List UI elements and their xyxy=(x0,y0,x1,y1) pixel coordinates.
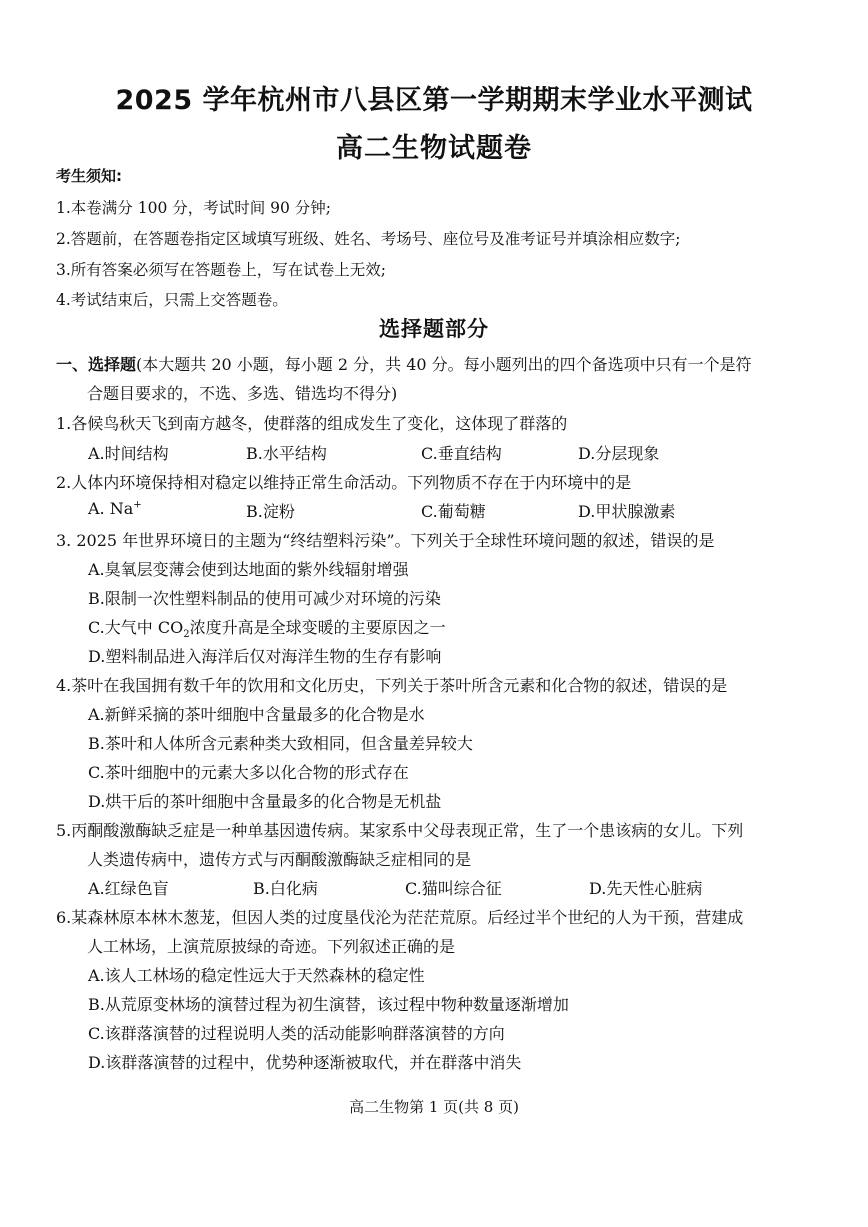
option-a: A.该人工林场的稳定性远大于天然森林的稳定性 xyxy=(88,966,425,985)
question-stem: 1.各候鸟秋天飞到南方越冬，使群落的组成发生了变化，这体现了群落的 xyxy=(56,414,568,433)
section-intro xyxy=(56,352,752,375)
section-intro-line2: 合题目要求的，不选、多选、错选均不得分) xyxy=(87,384,398,403)
option-d: D.烘干后的茶叶细胞中含量最多的化合物是无机盐 xyxy=(88,792,442,811)
section-title: 选择题部分 xyxy=(379,317,489,341)
option-b: B.水平结构 xyxy=(246,444,327,463)
option-a: A.红绿色盲 xyxy=(88,879,169,898)
option-c: C.该群落演替的过程说明人类的活动能影响群落演替的方向 xyxy=(88,1024,505,1043)
question-stem: 4.茶叶在我国拥有数千年的饮用和文化历史，下列关于茶叶所含元素和化合物的叙述，错误的是 xyxy=(56,676,728,695)
option-a: A.臭氧层变薄会使到达地面的紫外线辐射增强 xyxy=(88,560,409,579)
superscript: + xyxy=(133,499,142,511)
option-c: C.猫叫综合征 xyxy=(405,879,502,898)
option-d: D.塑料制品进入海洋后仅对海洋生物的生存有影响 xyxy=(88,647,442,666)
section-intro-label: 一、选择题 xyxy=(56,355,137,374)
notice-heading: 考生须知: xyxy=(56,167,122,185)
question-stem-cont: 人工林场，上演荒原披绿的奇迹。下列叙述正确的是 xyxy=(87,937,456,956)
page-subtitle: 高二生物试题卷 xyxy=(336,133,532,164)
subscript: 2 xyxy=(183,629,190,641)
section-intro-text: (本大题共 20 小题，每小题 2 分，共 40 分。每小题列出的四个备选项中只有一个是符 xyxy=(136,355,752,374)
option-a: A.新鲜采摘的茶叶细胞中含量最多的化合物是水 xyxy=(88,705,425,724)
question-stem: 5.丙酮酸激酶缺乏症是一种单基因遗传病。某家系中父母表现正常，生了一个患该病的女儿。下列 xyxy=(56,821,744,840)
option-b: B.茶叶和人体所含元素种类大致相同，但含量差异较大 xyxy=(88,734,473,753)
notice-item: 2.答题前，在答题卷指定区域填写班级、姓名、考场号、座位号及准考证号并填涂相应数字; xyxy=(56,230,681,248)
option-a xyxy=(88,499,142,518)
option-d: D.该群落演替的过程中，优势种逐渐被取代，并在群落中消失 xyxy=(88,1053,522,1072)
notice-item: 1.本卷满分 100 分，考试时间 90 分钟; xyxy=(56,199,332,217)
question-stem-cont: 人类遗传病中，遗传方式与丙酮酸激酶缺乏症相同的是 xyxy=(87,850,472,869)
question-stem: 6.某森林原本林木葱茏，但因人类的过度垦伐沦为茫茫荒原。后经过半个世纪的人为干预，营建成 xyxy=(56,908,744,927)
option-c: C.茶叶细胞中的元素大多以化合物的形式存在 xyxy=(88,763,409,782)
page-title: 2025 学年杭州市八县区第一学期期末学业水平测试 xyxy=(115,85,753,116)
option-b: B.白化病 xyxy=(253,879,318,898)
option-c xyxy=(88,615,446,640)
option-a: A.时间结构 xyxy=(88,444,169,463)
option-c-text-rest: 浓度升高是全球变暖的主要原因之一 xyxy=(189,618,446,637)
question-stem: 2.人体内环境保持相对稳定以维持正常生命活动。下列物质不存在于内环境中的是 xyxy=(56,473,632,492)
option-d: D.先天性心脏病 xyxy=(589,879,703,898)
option-c: C.葡萄糖 xyxy=(421,502,486,521)
option-c: C.垂直结构 xyxy=(421,444,502,463)
notice-item: 3.所有答案必须写在答题卷上，写在试卷上无效; xyxy=(56,261,387,279)
page-footer: 高二生物第 1 页(共 8 页) xyxy=(349,1098,519,1116)
option-b: B.限制一次性塑料制品的使用可减少对环境的污染 xyxy=(88,589,441,608)
option-d: D.甲状腺激素 xyxy=(578,502,676,521)
notice-item: 4.考试结束后，只需上交答题卷。 xyxy=(56,291,288,309)
option-a-text: A. Na xyxy=(88,499,134,518)
option-c-text: C.大气中 CO xyxy=(88,618,184,637)
option-b: B.淀粉 xyxy=(246,502,295,521)
option-d: D.分层现象 xyxy=(578,444,660,463)
question-stem: 3. 2025 年世界环境日的主题为“终结塑料污染”。下列关于全球性环境问题的叙述，错误的是 xyxy=(56,531,715,550)
option-b: B.从荒原变林场的演替过程为初生演替，该过程中物种数量逐渐增加 xyxy=(88,995,569,1014)
